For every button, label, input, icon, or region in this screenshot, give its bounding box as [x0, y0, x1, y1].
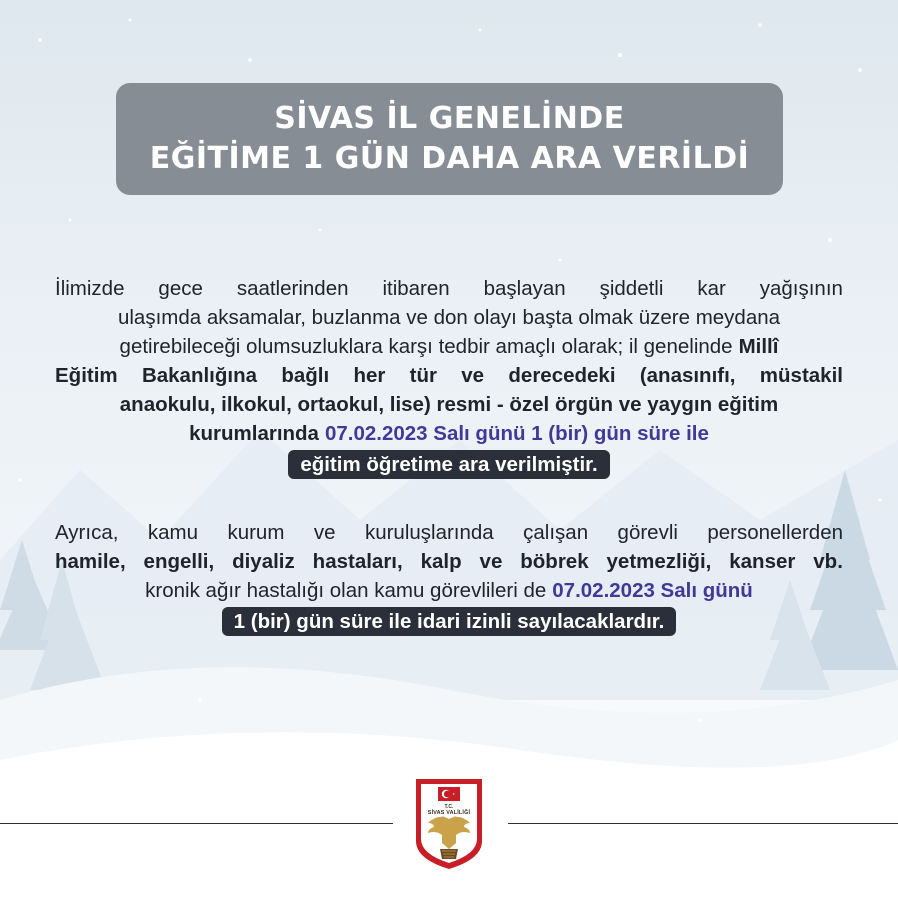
- word: kurum: [227, 521, 285, 544]
- word: ve: [461, 364, 485, 387]
- word: hastaları,: [312, 550, 403, 573]
- word: yetmezliği,: [606, 550, 712, 573]
- word: Ayrıca,: [55, 521, 119, 544]
- word: kamu: [147, 521, 198, 544]
- word: (anasınıfı,: [639, 364, 736, 387]
- word: saatlerinden: [236, 277, 349, 300]
- word: hamile,: [55, 550, 126, 573]
- bold-text: Millî: [738, 335, 779, 358]
- word: böbrek: [520, 550, 589, 573]
- word: gece: [158, 277, 203, 300]
- headline-line-1: SİVAS İL GENELİNDE: [274, 101, 625, 136]
- paragraph-1-line-5: [55, 390, 843, 419]
- word: bağlı: [281, 364, 330, 387]
- paragraph-1-line-1: [55, 274, 843, 303]
- line-text: anaokulu, ilkokul, ortaokul, lise) resmi - özel örgün ve yaygın eğitim: [119, 393, 779, 416]
- highlight-pill: eğitim öğretime ara verilmiştir.: [288, 450, 609, 479]
- word: tür: [409, 364, 437, 387]
- paragraph-1-pill-row: [55, 450, 843, 479]
- word: itibaren: [382, 277, 450, 300]
- sivas-valiligi-emblem: [412, 775, 486, 871]
- paragraph-2-line-2: [55, 547, 843, 576]
- word: çalışan: [523, 521, 589, 544]
- paragraph-1-line-3: [55, 332, 843, 361]
- word: Eğitim: [55, 364, 118, 387]
- word: diyaliz: [232, 550, 295, 573]
- line-text: getirebileceği olumsuzluklara karşı tedbir amaçlı olarak; il genelinde: [119, 335, 733, 358]
- paragraph-2-pill-row: [55, 607, 843, 636]
- paragraph-1-line-4: [55, 361, 843, 390]
- bold-text: kurumlarında: [189, 422, 319, 445]
- word: İlimizde: [55, 277, 125, 300]
- emblem-name-text: SİVAS VALİLİĞİ: [427, 810, 471, 816]
- word: şiddetli: [599, 277, 664, 300]
- headline-line-2: EĞİTİME 1 GÜN DAHA ARA VERİLDİ: [149, 141, 750, 176]
- date-highlight: 07.02.2023 Salı günü: [552, 579, 753, 602]
- word: vb.: [813, 550, 843, 573]
- word: kar: [697, 277, 726, 300]
- word: ve: [313, 521, 336, 544]
- word: müstakil: [759, 364, 843, 387]
- word: her: [353, 364, 386, 387]
- emblem-tc-text: T.C.: [444, 804, 454, 810]
- word: ve: [479, 550, 503, 573]
- word: personellerden: [707, 521, 843, 544]
- paragraph-2-line-1: [55, 518, 843, 547]
- line-text: ulaşımda aksamalar, buzlanma ve don olayı başta olmak üzere meydana: [117, 306, 781, 329]
- line-text: kronik ağır hastalığı olan kamu görevlileri de: [145, 579, 547, 602]
- word: yağışının: [759, 277, 843, 300]
- word: kanser: [729, 550, 796, 573]
- announcement-paragraph-2: [55, 518, 843, 636]
- paragraph-2-line-3: [55, 576, 843, 605]
- word: görevli: [617, 521, 678, 544]
- footer-divider-left: [0, 823, 393, 824]
- word: kalp: [420, 550, 462, 573]
- word: Bakanlığına: [141, 364, 258, 387]
- paragraph-1-line-6: [55, 419, 843, 448]
- shield-icon: [412, 775, 486, 871]
- announcement-paragraph-1: [55, 274, 843, 479]
- headline-box: [116, 83, 783, 195]
- footer-divider-right: [508, 823, 898, 824]
- word: başlayan: [483, 277, 566, 300]
- paragraph-1-line-2: [55, 303, 843, 332]
- word: derecedeki: [508, 364, 616, 387]
- highlight-pill: 1 (bir) gün süre ile idari izinli sayılacaklardır.: [222, 607, 677, 636]
- date-highlight: 07.02.2023 Salı günü 1 (bir) gün süre ile: [324, 422, 709, 445]
- word: kuruluşlarında: [364, 521, 494, 544]
- word: engelli,: [143, 550, 215, 573]
